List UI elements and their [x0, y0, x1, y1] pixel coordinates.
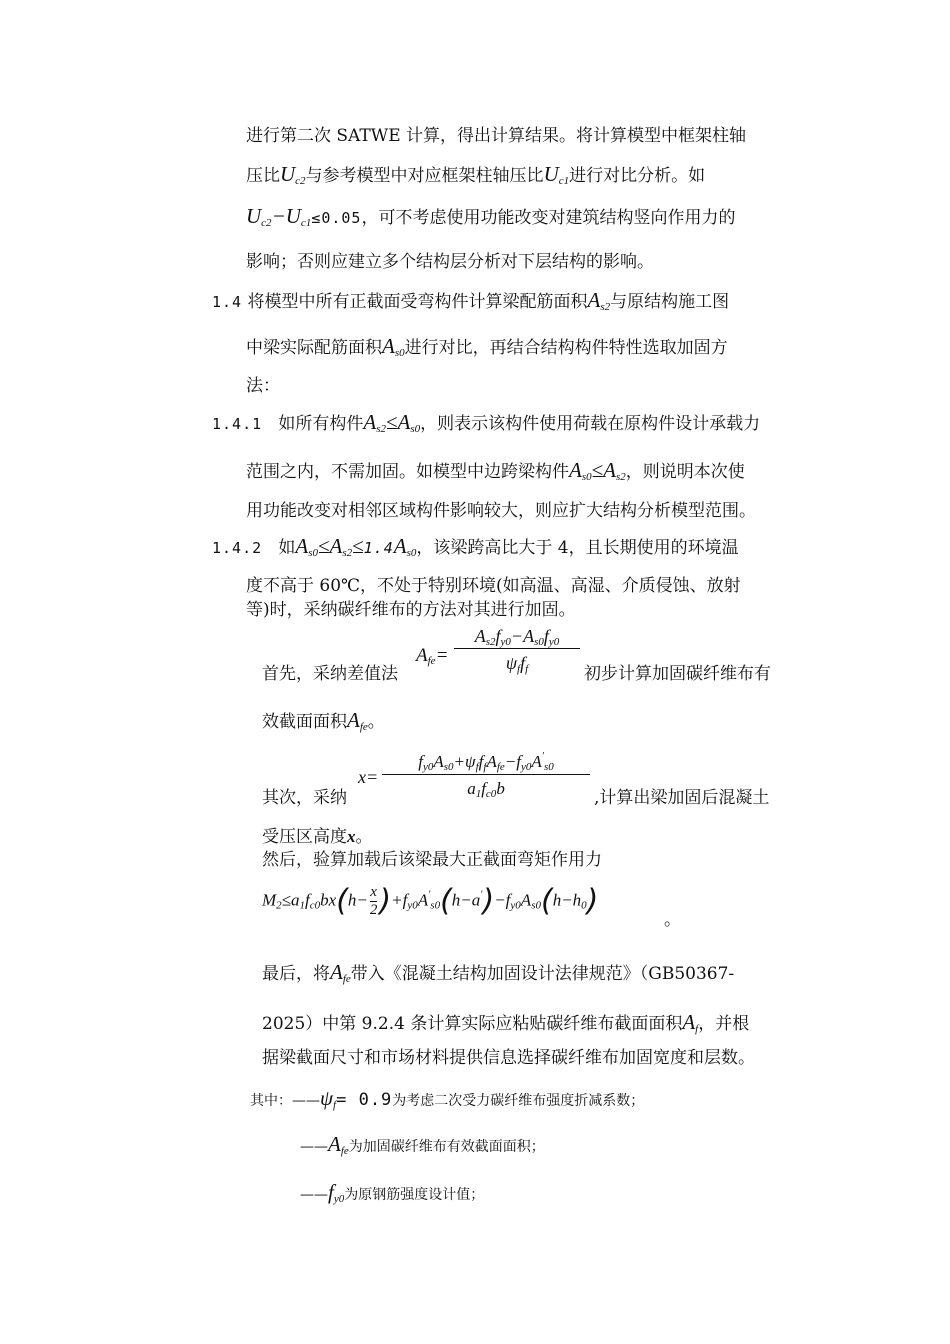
text-line: 初步计算加固碳纤维布有 [584, 664, 771, 684]
math-fy0: $f_{y0}$ [328, 1180, 345, 1205]
section-1-4-2 [212, 536, 739, 557]
x-over-2: $\frac{x}{2}$ [369, 884, 378, 919]
text-run: ，该梁跨高比大于 4，且长期使用的环境温 [416, 538, 739, 558]
text-line: 度不高于 60℃，不处于特别环境(如高温、高湿、介质侵蚀、放射 [246, 576, 741, 596]
text-run: 将模型中所有正截面受弯构件计算梁配筋面积 [247, 292, 588, 312]
formula-afe-lhs: $A_{fe}=$ [416, 645, 449, 667]
text-line [246, 460, 745, 481]
text-run: 压比 [246, 166, 280, 186]
denominator: $\psi_ff_f$ [505, 653, 529, 675]
text-run: 其中：—— [250, 1093, 320, 1109]
numerator: $f_{y0}A_{s0}+\psi_ff_fA_{fe}-f_{y0}A'_{s0}$ [418, 751, 554, 773]
condition-value: ≤0.05 [311, 209, 362, 227]
text-run: 与原结构施工图 [610, 292, 730, 312]
text-run: 进行对比，再结合结构构件特性选取加固方 [404, 338, 728, 358]
text-run: 受压区高度 [262, 827, 347, 847]
text-line [246, 336, 728, 357]
text-line: ,计算出梁加固后混凝土 [594, 788, 770, 808]
text-line: 。 [664, 910, 681, 930]
text-line [246, 164, 705, 185]
text-run: 为考虑二次受力碳纤维布强度折减系数； [392, 1093, 645, 1109]
text-line: 进行第二次 SATWE 计算，得出计算结果。将计算模型中框架柱轴 [246, 126, 747, 146]
math-Uc1: $U_{c1}$ [543, 162, 570, 187]
definition-fy0 [300, 1182, 484, 1203]
text-line: 等)时，采纳碳纤维布的方法对其进行加固。 [246, 600, 576, 620]
text-run: 如 [278, 538, 296, 558]
text-line [246, 206, 735, 227]
text-run: 范围之内，不需加固。如模型中边跨梁构件 [246, 462, 569, 482]
section-number: 1.4.1 [212, 415, 263, 433]
text-run: 为原钢筋强度设计值； [344, 1187, 485, 1203]
text-run: ，可不考虑使用功能改变对建筑结构竖向作用力的 [361, 208, 736, 228]
section-number: 1.4.2 [212, 539, 263, 557]
math-As0-le-As2: $A_{s0}\le A_{s2}$ [569, 458, 626, 483]
math-Afe: $A_{fe}$ [347, 708, 368, 733]
psi-value: = 0.9 [336, 1090, 393, 1110]
text-run: 效截面面积 [262, 712, 347, 732]
text-line: 用功能改变对相邻区域构件影响较大，则应扩大结构分析模型范围。 [246, 501, 756, 521]
definition-psi [250, 1088, 644, 1109]
text-line: 法： [246, 376, 280, 396]
text-line: 然后，验算加载后该梁最大正截面弯矩作用力 [262, 850, 602, 870]
math-As2: $A_{s2}$ [587, 288, 611, 313]
text-line [262, 962, 734, 983]
section-1-4-1 [212, 412, 760, 433]
text-line: 首先，采纳差值法 [262, 664, 398, 684]
text-run: 进行对比分析。如 [569, 166, 706, 186]
math-x: x [347, 827, 356, 846]
text-line [262, 828, 373, 846]
formula-x-lhs: x= [358, 767, 379, 787]
text-run: ，则表示该构件使用荷载在原构件设计承载力 [420, 414, 761, 434]
text-run: 为加固碳纤维布有效截面面积； [348, 1139, 545, 1155]
math-Afe: $A_{fe}$ [330, 960, 351, 985]
section-number: 1.4 [212, 293, 243, 311]
numerator: $A_{s2}f_{y0}-A_{s0}f_{y0}$ [474, 626, 560, 648]
text-run: ，则说明本次使 [625, 462, 745, 482]
math-Afe: $A_{fe}$ [328, 1132, 349, 1157]
text-line: 其次，采纳 [262, 788, 347, 808]
math-condition: $U_{c2}-U_{c1}$ [246, 204, 312, 229]
text-line: 影响；否则应建立多个结构层分析对下层结构的影响。 [246, 252, 654, 272]
text-run: —— [300, 1139, 328, 1155]
text-run: 如所有构件 [278, 414, 364, 434]
text-line [262, 710, 385, 731]
text-line [262, 1012, 749, 1033]
math-As2-le-As0: $A_{s2}\le A_{s0}$ [363, 410, 421, 435]
math-psi-f: $\psi_f$ [320, 1086, 337, 1111]
denominator: $a_1f_{c0}b$ [467, 779, 505, 800]
text-run: ，并根 [698, 1014, 750, 1034]
text-run: 最后，将 [262, 964, 330, 984]
definition-afe [300, 1134, 545, 1155]
text-run: 与参考模型中对应框架柱轴压比 [305, 166, 544, 186]
text-run: 。 [367, 712, 385, 732]
text-line: 据梁截面尺寸和市场材料提供信息选择碳纤维布加固宽度和层数。 [262, 1048, 755, 1068]
text-run: 。 [355, 827, 373, 847]
math-range: $A_{s0}\le A_{s2}\le 1.4A_{s0}$ [295, 534, 417, 559]
text-run: 2025）中第 9.2.4 条计算实际应粘贴碳纤维布截面面积 [262, 1014, 683, 1034]
math-Af: $A_f$ [682, 1010, 699, 1035]
math-As0: $A_{s0}$ [382, 334, 405, 359]
text-run: 带入《混凝土结构加固设计法律规范》（GB50367- [350, 964, 735, 984]
text-run: 中梁实际配筋面积 [246, 338, 382, 358]
formula-m2: $M_2\le a_1f_{c0}bx(h-$ $\frac{x}{2}$ )$+f_{y0}A'_{s0}(h-a')-f_{y0}A_{s0}(h-h_0)$ [262, 883, 599, 919]
section-1-4 [212, 290, 729, 311]
formula-x-fraction [382, 752, 590, 799]
formula-afe-fraction [454, 626, 580, 674]
text-run: —— [300, 1187, 328, 1203]
math-Uc2: $U_{c2}$ [280, 162, 306, 187]
